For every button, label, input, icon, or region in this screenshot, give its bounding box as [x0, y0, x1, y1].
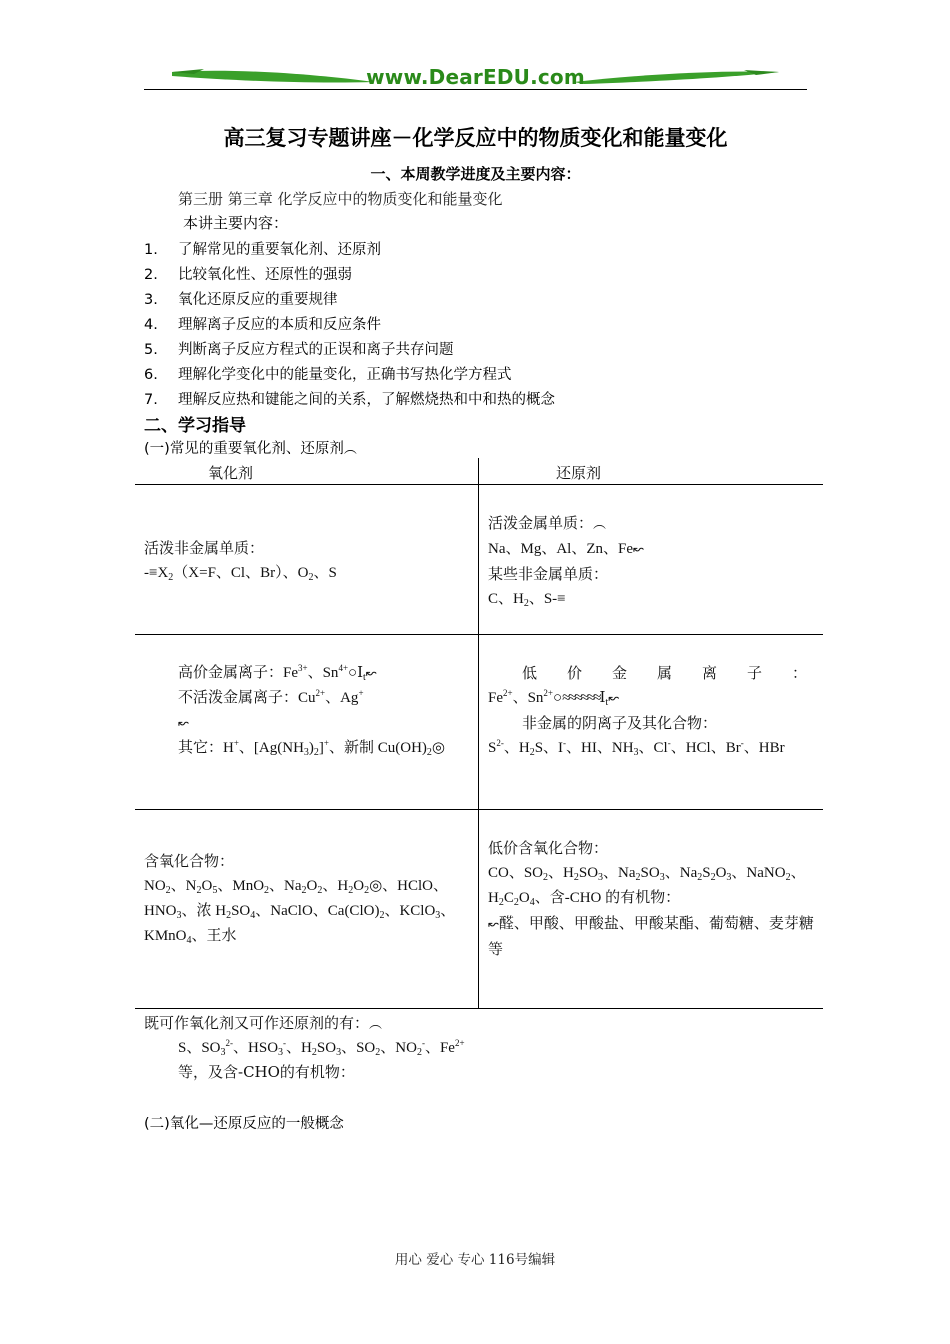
list-number: 7. — [144, 392, 158, 408]
table-rule — [135, 809, 823, 810]
list-text: 理解离子反应的本质和反应条件 — [178, 317, 381, 333]
list-text: 比较氧化性、还原性的强弱 — [178, 267, 352, 283]
list-text: 理解化学变化中的能量变化，正确书写热化学方程式 — [178, 367, 512, 383]
list-item — [144, 263, 352, 284]
subsection2-heading: (二)氧化—还原反应的一般概念 — [144, 1116, 344, 1132]
oxidizer-cell-3: 含氧化合物： $NO_2$、$N_2O_5$、MnO$_2$、$Na_2O_2$、$H_2O_2◎$、HClO、 $HNO_3$、浓 $H_2SO_4$、NaClO、$Ca(ClO)_2$、KClO$_3$、 KMnO$_4$、王水 — [144, 852, 456, 946]
list-number: 6. — [144, 367, 158, 383]
table-rule — [135, 634, 823, 635]
header-banner — [144, 62, 807, 92]
table-divider — [478, 458, 479, 1009]
list-item — [144, 288, 338, 309]
list-number: 3. — [144, 292, 158, 308]
subsection1-heading: (一)常见的重要氧化剂、还原剂︵ — [144, 441, 357, 457]
oxidizer-cell-2: 高价金属离子：$Fe^{3+}$、$Sn^{4+}○Ⅰ_t↜$ 不活泼金属离子：$Cu^{2+}$、Ag+ ↜ 其它：H+、$[Ag(NH_3)_2]^+$、新制 $Cu(OH)_2◎$ — [178, 663, 446, 758]
oxidizer-cell-1: 活泼非金属单质： $-\equiv X_2(X=F$、Cl、Br）、$O_2$、S — [144, 539, 337, 583]
section2-heading: 二、学习指导 — [144, 416, 246, 436]
list-number: 2. — [144, 267, 158, 283]
list-number: 4. — [144, 317, 158, 333]
both-agents-note: 等，及含-CHO的有机物： — [178, 1063, 355, 1081]
column-header-oxidizer: 氧化剂 — [208, 464, 254, 482]
list-text: 氧化还原反应的重要规律 — [178, 292, 338, 308]
reducer-cell-1: 活泼金属单质：︵ Na、Mg、Al、Zn、Fe↜ 某些非金属单质： C、$H_2$、S-≡ — [488, 514, 644, 609]
chapter-line: 第三册 第三章 化学反应中的物质变化和能量变化 — [178, 190, 503, 208]
site-url: www.DearEDU.com — [366, 65, 585, 89]
list-item — [144, 388, 555, 409]
list-item — [144, 338, 454, 359]
reducer-cell-2: 低 价 金 属 离 子 ： $Fe^{2+}$、$Sn^{2+}○\approx\approx\approx\approx\approx\approx Ⅰ_t↜$ 非金属的阴离子及其化合物： $S^{2-}$、$H_2S$、I-、HI、$NH_3$、Cl-、HCl、Br-、HBr — [488, 664, 808, 758]
list-text: 判断离子反应方程式的正误和离子共存问题 — [178, 342, 454, 358]
column-header-reducer: 还原剂 — [556, 464, 602, 482]
main-content-label: 本讲主要内容： — [183, 214, 289, 232]
list-item — [144, 238, 381, 259]
list-number: 5. — [144, 342, 158, 358]
list-number: 1. — [144, 242, 158, 258]
table-rule — [135, 1008, 823, 1009]
list-text: 理解反应热和键能之间的关系，了解燃烧热和中和热的概念 — [178, 392, 555, 408]
document-title: 高三复习专题讲座－化学反应中的物质变化和能量变化 — [223, 126, 728, 150]
table-rule — [135, 484, 823, 485]
list-text: 了解常见的重要氧化剂、还原剂 — [178, 242, 381, 258]
both-agents-label: 既可作氧化剂又可作还原剂的有：︵ — [144, 1014, 383, 1032]
banner-rule — [144, 89, 807, 90]
section1-heading: 一、本周教学进度及主要内容： — [370, 165, 581, 183]
reducer-cell-3: 低价含氧化合物： CO、$SO_2$、$H_2SO_3$、$Na_2SO_3$、$Na_2S_2O_3$、NaNO$_2$、 $H_2C_2O_4$、含-CHO 的有机物： ↜醛、甲酸、甲酸盐、甲酸某酯、葡萄糖、麦芽糖等 — [488, 839, 814, 958]
both-agents-list: S、$SO_3^{2-}$、$HSO_3^-$、$H_2SO_3$、$SO_2$、$NO_2^-$、$Fe^{2+}$ — [178, 1038, 465, 1058]
list-item — [144, 313, 381, 334]
page-footer: 用心 爱心 专心 116号编辑 — [394, 1252, 556, 1268]
list-item — [144, 363, 512, 384]
